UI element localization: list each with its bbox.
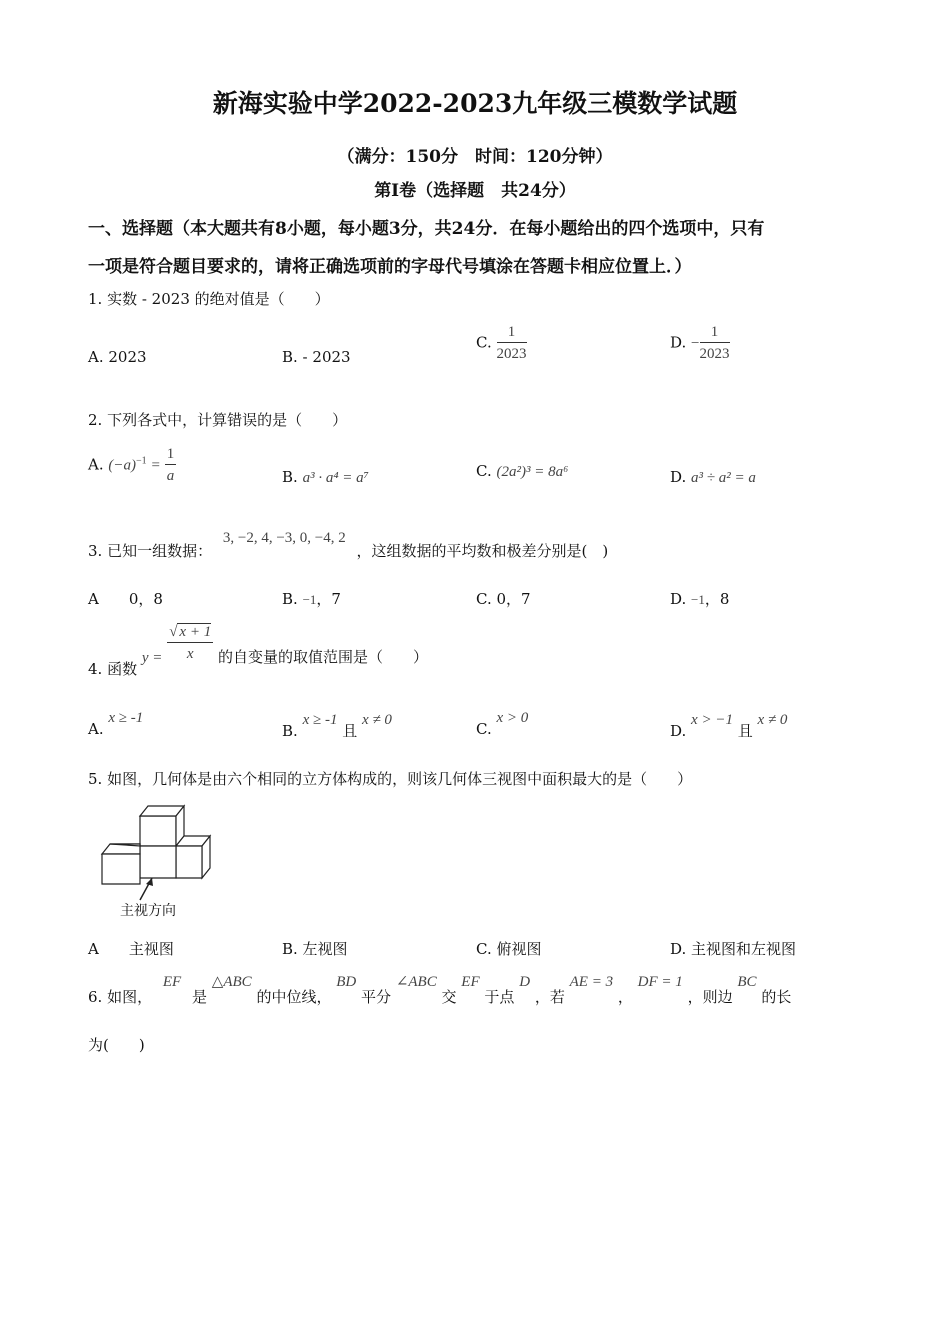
q1-d-sign: − bbox=[691, 335, 700, 352]
q4-a-expression: x ≥ -1 bbox=[108, 710, 144, 726]
q3-option-b-label: B. bbox=[282, 590, 298, 608]
q3-option-b bbox=[282, 588, 341, 609]
q3-d-rest: ，8 bbox=[704, 590, 730, 608]
q1-d-denominator: 2023 bbox=[699, 346, 730, 362]
q3-d-value: −1 bbox=[691, 592, 705, 607]
q2-a-equals: = bbox=[151, 457, 160, 474]
q6-text-1: 是 bbox=[191, 988, 207, 1006]
q3-stem bbox=[88, 530, 609, 561]
q2-option-a bbox=[88, 444, 176, 487]
q4-option-c-label: C. bbox=[476, 720, 492, 738]
q6-number: 6. 如图， bbox=[88, 988, 153, 1006]
q6-text-3: 平分 bbox=[361, 988, 392, 1006]
q2-a-exponent: −1 bbox=[136, 455, 147, 467]
q2-option-b bbox=[282, 468, 369, 487]
q3-data-set: 3, −2, 4, −3, 0, −4, 2 bbox=[222, 530, 346, 546]
q6-stem-line2: 为( ) bbox=[88, 1036, 145, 1054]
q6-text-9: 的长 bbox=[761, 988, 792, 1006]
q1-option-c-label: C. bbox=[476, 333, 492, 352]
q6-bd: BD bbox=[336, 974, 357, 990]
q2-c-expression: (2a²)³ = 8a⁶ bbox=[496, 464, 569, 480]
q4-stem bbox=[88, 622, 428, 678]
q6-text-8: ，则边 bbox=[687, 988, 733, 1006]
q1-option-d bbox=[670, 322, 730, 365]
q4-b-expression-2: x ≠ 0 bbox=[362, 712, 392, 728]
q6-triangle: △ABC bbox=[211, 974, 252, 990]
q1-option-d-label: D. bbox=[670, 333, 687, 352]
q2-a-denominator: a bbox=[166, 468, 175, 484]
q5-option-a: A 主视图 bbox=[88, 940, 174, 958]
q3-b-value: −1 bbox=[302, 592, 317, 607]
q6-point-d: D bbox=[519, 974, 531, 990]
q6-text-5: 于点 bbox=[484, 988, 515, 1006]
q2-option-d-label: D. bbox=[670, 468, 687, 486]
q3-b-rest: ，7 bbox=[316, 590, 341, 608]
q4-d-and: 且 bbox=[737, 722, 753, 740]
q3-option-d-label: D. bbox=[670, 590, 687, 608]
q2-option-d bbox=[670, 468, 756, 487]
page-title: 新海实验中学2022-2023九年级三模数学试题 bbox=[212, 89, 738, 118]
q6-text-4: 交 bbox=[441, 988, 457, 1006]
q2-option-b-label: B. bbox=[282, 468, 298, 486]
q4-b-and: 且 bbox=[342, 722, 358, 740]
q4-radicand: x + 1 bbox=[179, 624, 212, 640]
q6-stem bbox=[88, 970, 792, 1006]
q4-y-equals: y = bbox=[141, 649, 163, 666]
q4-option-a bbox=[88, 710, 144, 739]
q5-option-d: D. 主视图和左视图 bbox=[670, 940, 797, 958]
q1-c-numerator: 1 bbox=[497, 322, 527, 343]
q5-option-c: C. 俯视图 bbox=[476, 940, 542, 958]
q2-b-expression: a³ · a⁴ = a⁷ bbox=[302, 470, 369, 486]
cube-top-front bbox=[140, 816, 176, 846]
q6-text-2: 的中位线， bbox=[256, 988, 332, 1006]
section-instructions-line2: 一项是符合题目要求的，请将正确选项前的字母代号填涂在答题卡相应位置上．） bbox=[88, 257, 692, 277]
q3-option-c: C. 0，7 bbox=[476, 590, 531, 608]
q4-option-b bbox=[282, 712, 392, 741]
q2-stem: 2. 下列各式中，计算错误的是（ ） bbox=[88, 411, 348, 429]
q6-bc: BC bbox=[737, 974, 757, 990]
q6-angle: ∠ABC bbox=[395, 974, 437, 990]
q4-option-c bbox=[476, 710, 529, 739]
exam-meta: （满分：150分 时间：120分钟） bbox=[337, 147, 613, 167]
q1-d-numerator: 1 bbox=[700, 322, 730, 343]
q1-c-denominator: 2023 bbox=[496, 346, 527, 362]
q3-option-d bbox=[670, 588, 729, 609]
q4-stem-suffix: 的自变量的取值范围是（ ） bbox=[217, 647, 428, 666]
q2-option-c-label: C. bbox=[476, 462, 492, 480]
q4-denominator: x bbox=[186, 646, 194, 662]
q2-a-base: (−a) bbox=[108, 457, 137, 474]
q5-option-b: B. 左视图 bbox=[282, 940, 348, 958]
q5-figure-caption: 主视方向 bbox=[120, 903, 176, 919]
q4-c-expression: x > 0 bbox=[496, 710, 529, 726]
q4-option-d-label: D. bbox=[670, 722, 687, 740]
q4-d-expression-2: x ≠ 0 bbox=[757, 712, 788, 728]
q5-stem: 5. 如图，几何体是由六个相同的立方体构成的，则该几何体三视图中面积最大的是（ ） bbox=[88, 770, 693, 788]
q1-option-a: A. 2023 bbox=[88, 348, 147, 366]
q4-function-fraction bbox=[167, 622, 213, 665]
q4-option-d bbox=[670, 712, 788, 741]
q4-d-expression-1: x > −1 bbox=[691, 712, 733, 728]
q2-option-c bbox=[476, 462, 568, 481]
q1-option-c-fraction bbox=[497, 322, 527, 365]
q6-ef-2: EF bbox=[461, 974, 480, 990]
arrow-head-icon bbox=[146, 878, 153, 886]
section-instructions-line1: 一、选择题（本大题共有8小题，每小题3分，共24分．在每小题给出的四个选项中，只有 bbox=[88, 219, 765, 239]
q6-text-7: ， bbox=[617, 988, 633, 1006]
q6-ef: EF bbox=[162, 974, 182, 990]
cube-right-front bbox=[176, 846, 202, 878]
q2-option-a-label: A. bbox=[88, 455, 104, 474]
q6-ae: AE = 3 bbox=[569, 974, 614, 990]
q6-df: DF = 1 bbox=[637, 974, 683, 990]
q6-text-6: ，若 bbox=[534, 988, 565, 1006]
cube-left-front bbox=[102, 854, 140, 884]
cube-middle-front bbox=[140, 846, 176, 878]
q4-option-b-label: B. bbox=[282, 722, 298, 740]
q3-option-a: A 0，8 bbox=[88, 590, 163, 608]
q1-option-b: B. - 2023 bbox=[282, 348, 351, 366]
q4-option-a-label: A. bbox=[88, 720, 104, 738]
q3-stem-suffix: ，这组数据的平均数和极差分别是( ) bbox=[356, 542, 609, 560]
q4-numerator: √ x + 1 bbox=[167, 622, 213, 643]
q2-a-fraction bbox=[165, 444, 177, 487]
q1-stem: 1. 实数 - 2023 的绝对值是（ ） bbox=[88, 290, 330, 308]
part-heading: 第Ⅰ卷（选择题 共24分） bbox=[374, 181, 576, 201]
q2-d-expression: a³ ÷ a² = a bbox=[691, 470, 756, 486]
q4-b-expression-1: x ≥ -1 bbox=[302, 712, 338, 728]
q3-stem-prefix: 3. 已知一组数据： bbox=[88, 542, 213, 560]
q1-option-d-fraction bbox=[700, 322, 730, 365]
q2-a-numerator: 1 bbox=[165, 444, 177, 465]
q1-option-c bbox=[476, 322, 527, 365]
q4-stem-prefix: 4. 函数 bbox=[88, 659, 138, 678]
